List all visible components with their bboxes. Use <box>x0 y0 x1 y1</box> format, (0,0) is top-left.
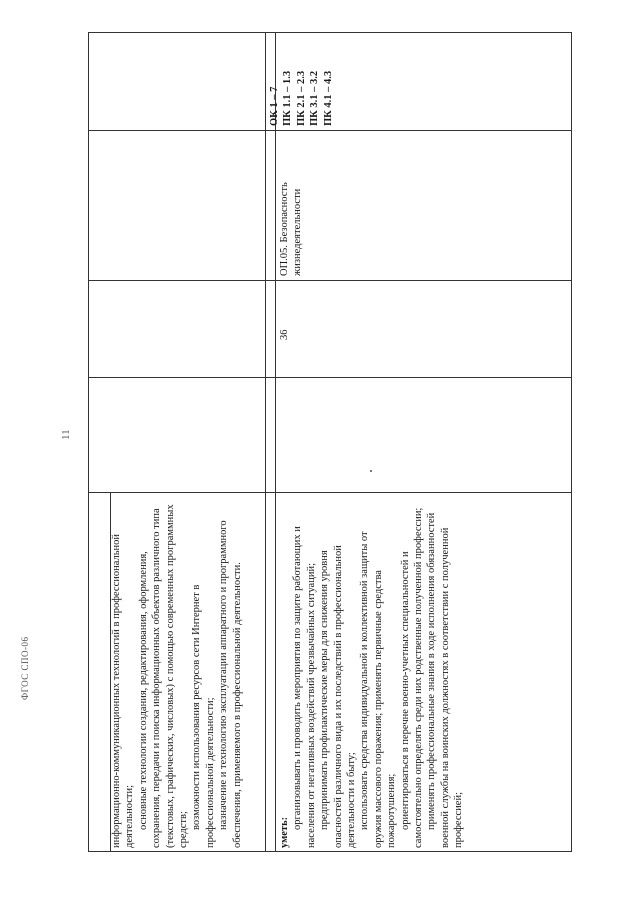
desc-line: применять профессиональные знания в ходе исполнения обязанностей военной службы на воинских должностях в соответствии с полученной профессией; <box>426 512 465 848</box>
hours-value: 36 <box>279 329 290 340</box>
desc-line: возможности использования ресурсов сети Интернет в профессиональной деятельности; <box>191 584 216 848</box>
column-divider <box>88 280 572 281</box>
desc-line: информационно-коммуникационных технологий в профессиональной деятельности; <box>111 533 136 848</box>
row2-hours <box>278 300 291 340</box>
row-divider <box>265 32 266 852</box>
row2-discipline <box>278 136 305 276</box>
page-number: 11 <box>60 429 72 440</box>
competency: ОК 1 – 7 <box>269 86 280 126</box>
desc-line: ориентироваться в перечне военно-учетных специальностей и самостоятельно определять среди них родственные полученной профессии; <box>399 507 425 848</box>
column-divider <box>88 492 572 493</box>
footer-code: ФГОС СПО-06 <box>20 636 30 700</box>
discipline-title: ОП.05. Безопасность жизнедеятельности <box>279 182 304 276</box>
column-divider <box>88 130 572 131</box>
column-divider <box>88 377 572 378</box>
row1-competencies <box>268 36 335 126</box>
desc-line: основные технологии создания, редактирования, оформления, сохранения, передачи и поиска информационных объектов различного типа (текстовых, графических, числовых) с помощью современных программных средств; <box>137 504 190 848</box>
desc-line: назначение и технологию эксплуатации аппаратного и программного обеспечения, применяемого в профессиональной деятельности. <box>218 520 243 848</box>
competency: ПК 2.1 – 2.3 <box>295 70 307 126</box>
desc-line: использовать средства индивидуальной и коллективной защиты от оружия массового поражения; применять первичные средства пожаротушения; <box>359 531 398 848</box>
skills-heading: уметь: <box>279 816 290 848</box>
competency: ПК 3.1 – 3.2 <box>309 70 321 126</box>
row-divider <box>275 32 276 852</box>
competency: ПК 4.1 – 4.3 <box>322 70 334 126</box>
row2-description <box>278 498 466 848</box>
desc-line: предпринимать профилактические меры для снижения уровня опасностей различного вида и их последствий в профессиональной деятельности и быту; <box>319 545 358 848</box>
desc-line: организовывать и проводить мероприятия по защите работающих и населения от негативных воздействий чрезвычайных ситуаций; <box>292 526 317 848</box>
competency: ПК 1.1 – 1.3 <box>282 70 294 126</box>
row1-description <box>110 498 244 848</box>
